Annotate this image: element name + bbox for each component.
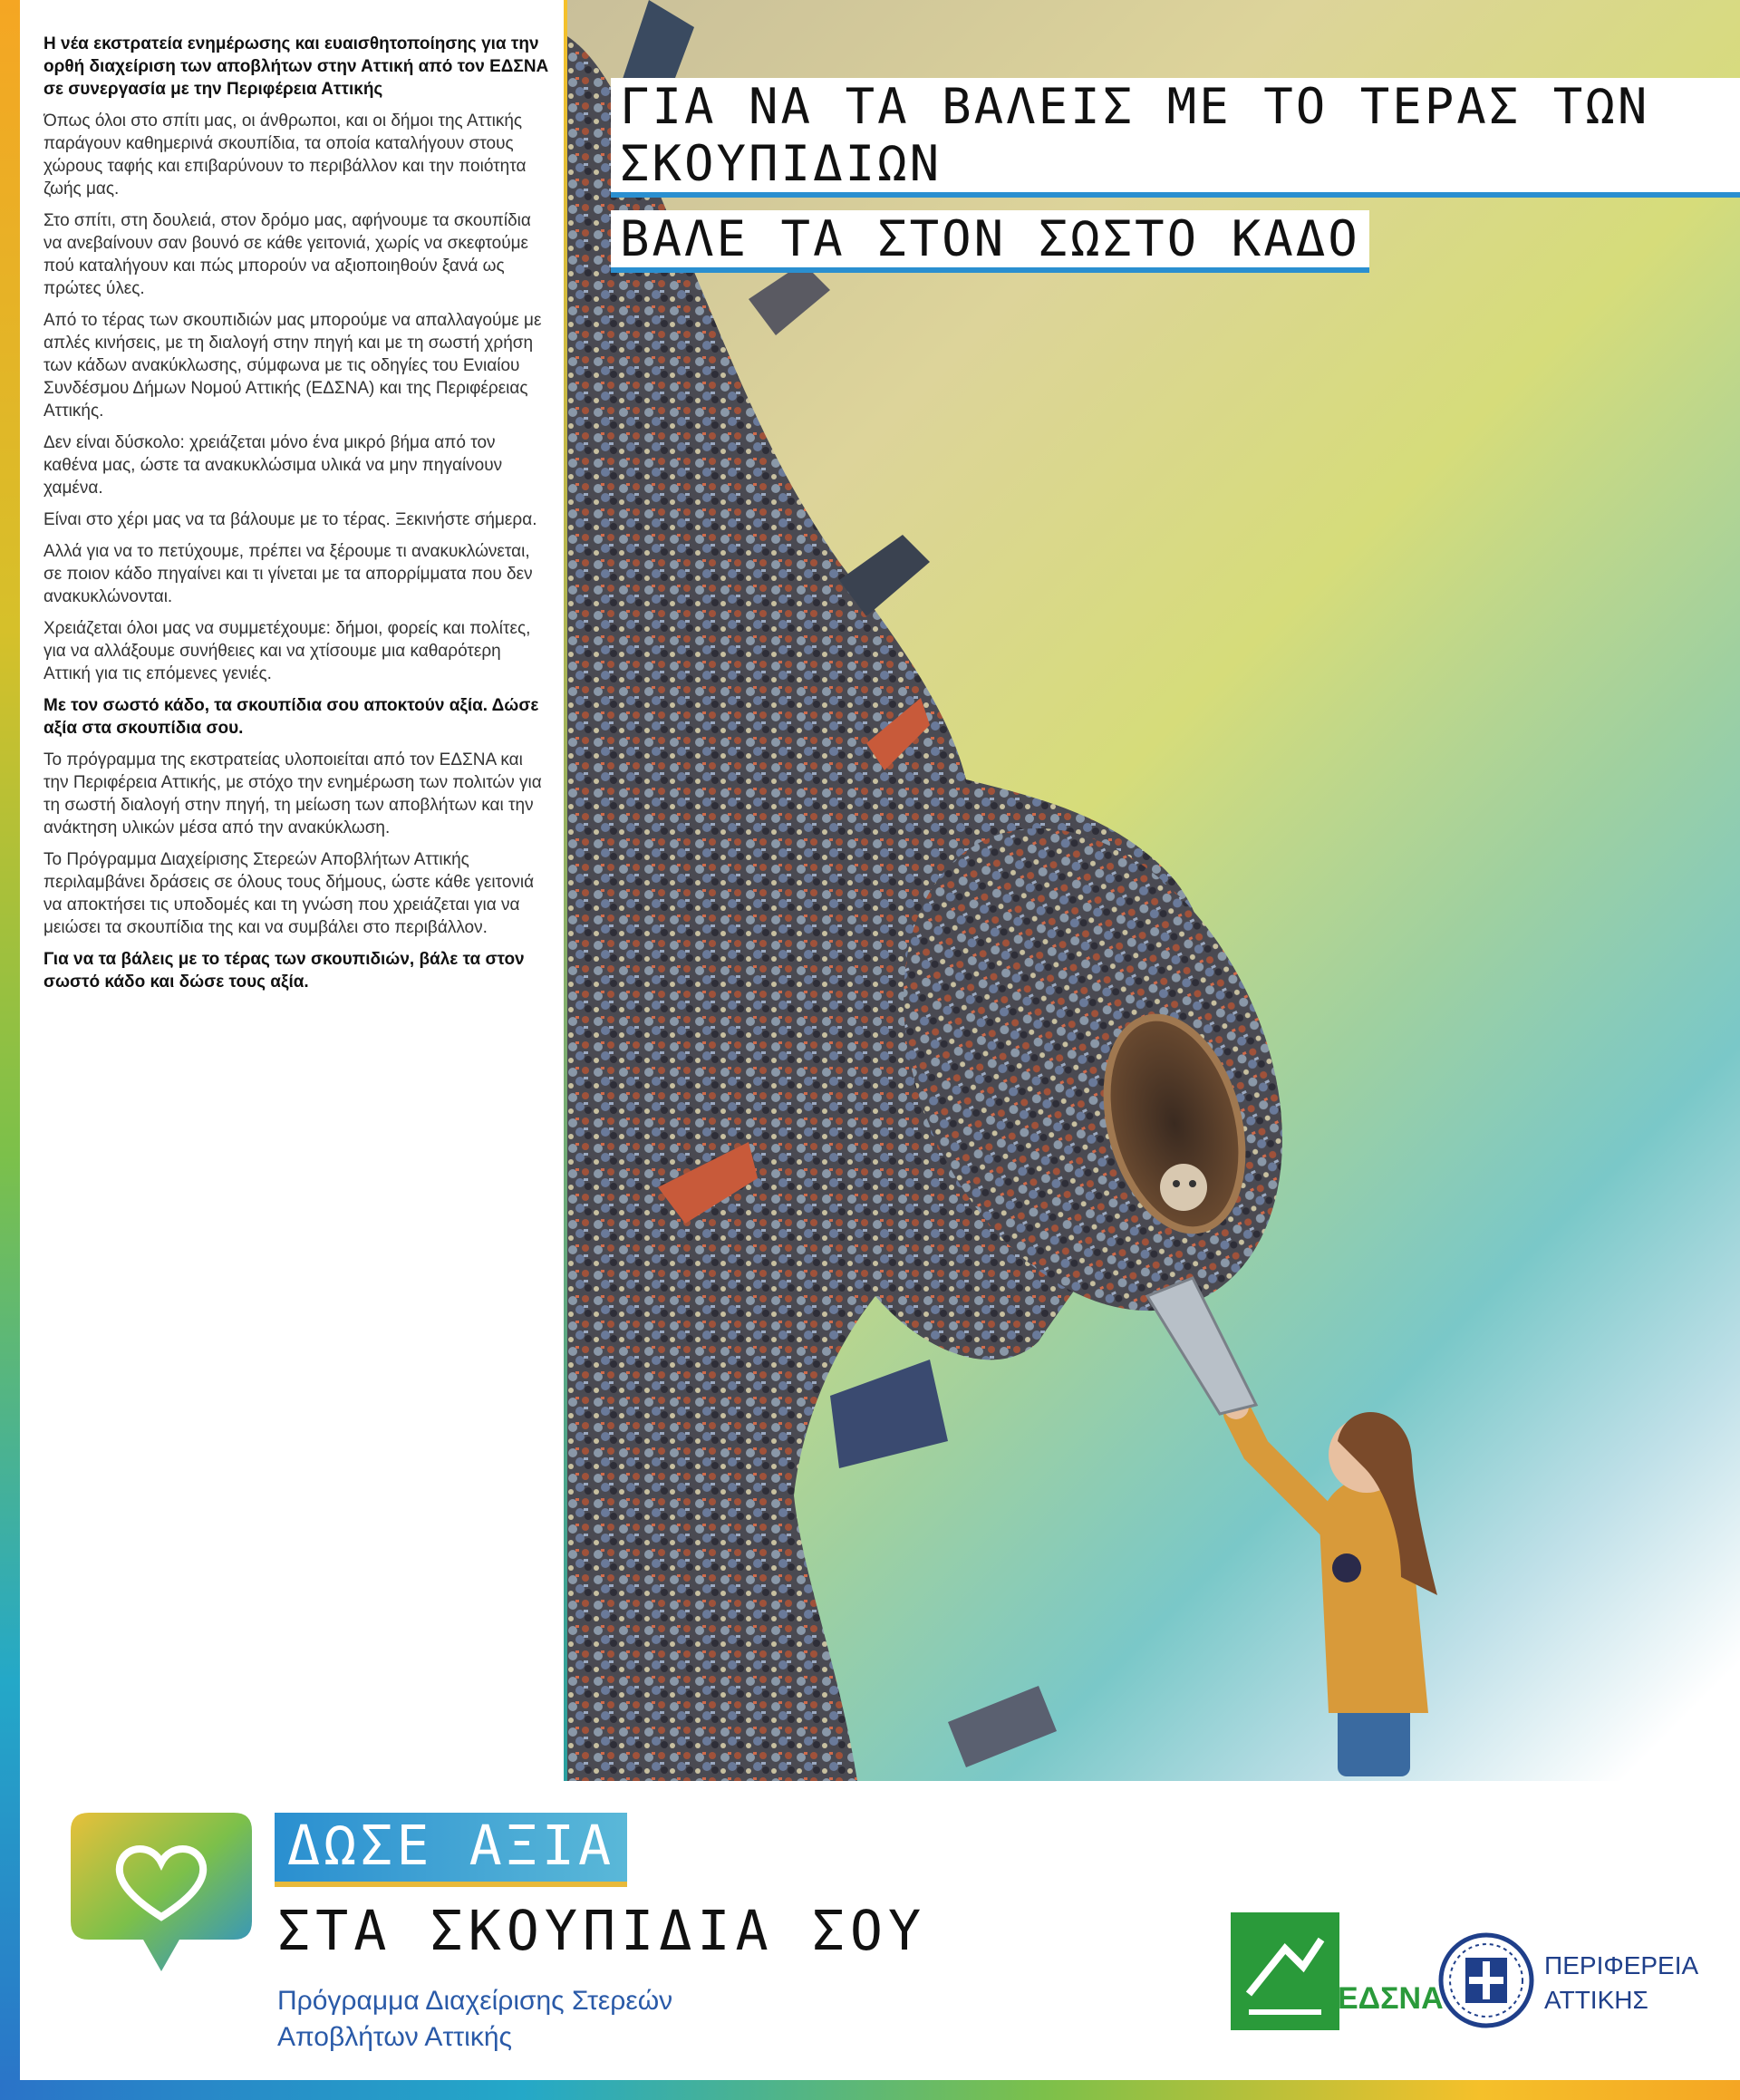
bottom-gradient-band	[0, 2080, 1740, 2100]
article-paragraph: Όπως όλοι στο σπίτι μας, οι άνθρωποι, και οι δήμοι της Αττικής παράγουν καθημερινά σκουπίδια, τα οποία καταλήγουν στους χώρους ταφής και επιβαρύνουν το περιβάλλον και την ποιότητα ζωής μας.	[44, 111, 527, 198]
headline-line-2: ΒΑΛΕ ΤΑ ΣΤΟΝ ΣΩΣΤΟ ΚΑΔΟ	[611, 210, 1369, 273]
article-paragraph: Το Πρόγραμμα Διαχείρισης Στερεών Αποβλήτων Αττικής περιλαμβάνει δράσεις σε όλους τους δήμους, ώστε κάθε γειτονιά να αποκτήσει τις υποδομές και τη γνώση που χρειάζεται για να μειώσει τα σκουπίδια της και να συμβάλει στο περιβάλλον.	[44, 850, 535, 937]
article-paragraph: Χρειάζεται όλοι μας να συμμετέχουμε: δήμοι, φορείς και πολίτες, για να αλλάξουμε συνήθειες και να χτίσουμε μια καθαρότερη Αττική για τις επόμενες γενιές.	[44, 619, 531, 683]
region-label-line-2: ΑΤΤΙΚΗΣ	[1544, 1986, 1648, 2014]
article-paragraph: Στο σπίτι, στη δουλειά, στον δρόμο μας, αφήνουμε τα σκουπίδια να ανεβαίνουν σαν βουνό σε κάθε γειτονιά, χωρίς να σκεφτούμε πού καταλήγουν και πώς μπορούν να αξιοποιηθούν ξανά ως πρώτες ύλες.	[44, 211, 531, 298]
article-paragraph: Αλλά για να το πετύχουμε, πρέπει να ξέρουμε τι ανακυκλώνεται, σε ποιον κάδο πηγαίνει και τι γίνεται με τα απορρίμματα που δεν ανακυκλώνονται.	[44, 542, 533, 606]
article-column	[44, 33, 551, 1773]
region-label-line-1: ΠΕΡΙΦΕΡΕΙΑ	[1544, 1951, 1699, 1979]
headline-line-1: ΓΙΑ ΝΑ ΤΑ ΒΑΛΕΙΣ ΜΕ ΤΟ ΤΕΡΑΣ ΤΩΝ ΣΚΟΥΠΙΔΙΩΝ	[611, 78, 1740, 198]
article-paragraph: Δεν είναι δύσκολο: χρειάζεται μόνο ένα μικρό βήμα από τον καθένα μας, ώστε τα ανακυκλώσιμα υλικά να μην πηγαίνουν χαμένα.	[44, 433, 503, 498]
article-paragraph: Η νέα εκστρατεία ενημέρωσης και ευαισθητοποίησης για την ορθή διαχείριση των αποβλήτων στην Αττική από τον ΕΔΣΝΑ σε συνεργασία με την Περιφέρεια Αττικής	[44, 34, 549, 99]
headline	[611, 78, 1740, 285]
greek-coat-of-arms-icon	[1436, 1931, 1536, 2030]
region-label	[1544, 1949, 1698, 2018]
brand-subtitle: ΣΤΑ ΣΚΟΥΠΙΔΙΑ ΣΟΥ	[277, 1900, 927, 1963]
article-paragraph: Το πρόγραμμα της εκστρατείας υλοποιείται από τον ΕΔΣΝΑ και την Περιφέρεια Αττικής, με στόχο την ενημέρωση των πολιτών για τη σωστή διαλογή στην πηγή, τη μείωση των αποβλήτων και την ανάκτηση υλικών μέσα από την ανακύκλωση.	[44, 750, 542, 837]
article-paragraph: Είναι στο χέρι μας να τα βάλουμε με το τέρας. Ξεκινήστε σήμερα.	[44, 510, 537, 529]
heart-speech-bubble-icon	[71, 1813, 252, 1976]
girl-figure	[1147, 1278, 1437, 1776]
program-description: Πρόγραμμα Διαχείρισης Στερεών Αποβλήτων Αττικής	[277, 1986, 673, 2052]
article-paragraph: Για να τα βάλεις με το τέρας των σκουπιδιών, βάλε τα στον σωστό κάδο και δώσε τους αξία.	[44, 950, 525, 992]
article-paragraph: Από το τέρας των σκουπιδιών μας μπορούμε να απαλλαγούμε με απλές κινήσεις, με τη διαλογή στην πηγή και με τη σωστή χρήση των κάδων ανακύκλωσης, σύμφωνα με τις οδηγίες του Ενιαίου Συνδέσμου Δήμων Νομού Αττικής (ΕΔΣΝΑ) και της Περιφέρειας Αττικής.	[44, 311, 542, 421]
brand-title: ΔΩΣΕ ΑΞΙΑ	[275, 1813, 627, 1887]
article-paragraph: Με τον σωστό κάδο, τα σκουπίδια σου αποκτούν αξία. Δώσε αξία στα σκουπίδια σου.	[44, 696, 539, 738]
edsna-label: ΕΔΣΝΑ	[1338, 1981, 1444, 2016]
